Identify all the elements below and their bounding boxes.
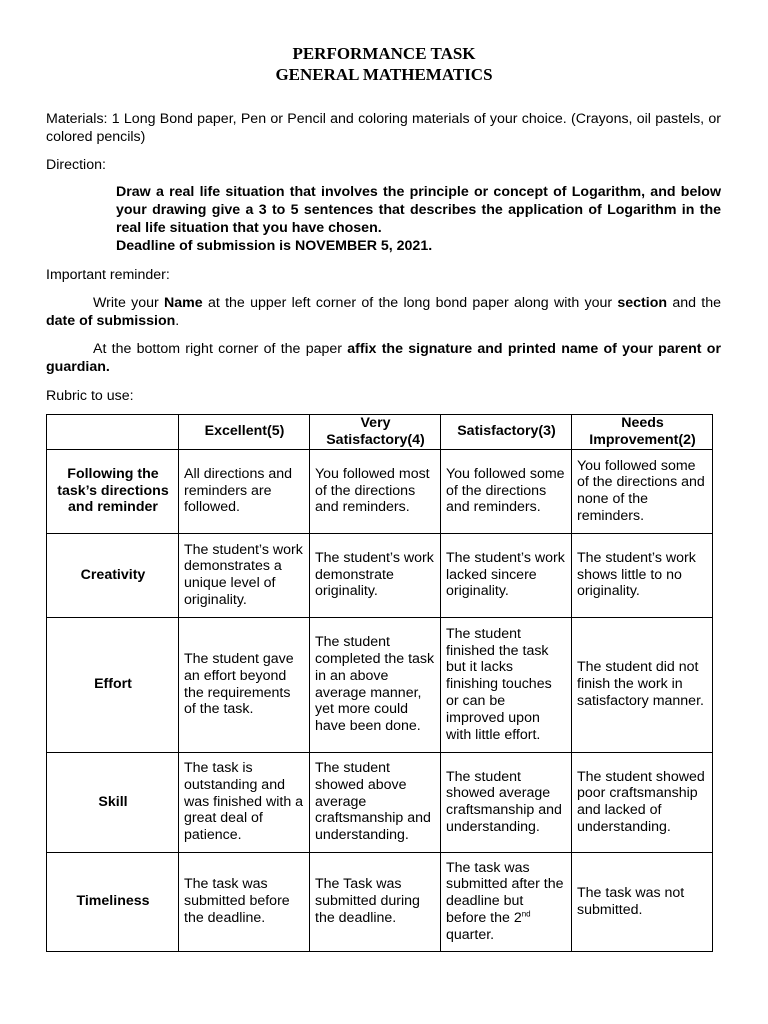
rubric-cell: The student did not finish the work in satisfactory manner. bbox=[572, 617, 713, 752]
rubric-cell: You followed some of the directions and none of the reminders. bbox=[572, 449, 713, 533]
header-needs-improvement: Needs Improvement(2) bbox=[572, 415, 713, 450]
rubric-cell: The task was not submitted. bbox=[572, 852, 713, 951]
table-row bbox=[47, 449, 713, 533]
direction-label: Direction: bbox=[46, 157, 106, 173]
document-subtitle: GENERAL MATHEMATICS bbox=[275, 65, 493, 84]
rubric-cell: The task was submitted before the deadline. bbox=[179, 852, 310, 951]
reminder-paragraph-1: Write your Name at the upper left corner of the long bond paper along with your section and the date of submission. bbox=[46, 295, 722, 329]
reminder-label: Important reminder: bbox=[46, 267, 170, 283]
header-satisfactory: Satisfactory(3) bbox=[441, 415, 572, 450]
rubric-cell: The student’s work demonstrates a unique level of originality. bbox=[179, 533, 310, 617]
reminder-paragraph-2: At the bottom right corner of the paper affix the signature and printed name of your parent or guardian. bbox=[46, 341, 721, 375]
rubric-cell: The student’s work shows little to no originality. bbox=[572, 533, 713, 617]
rubric-header-row bbox=[47, 415, 713, 450]
direction-instruction-text: Draw a real life situation that involves the principle or concept of Logarithm, and below your drawing give a 3 to 5 sentences that describes the application of Logarithm in the real life situation that you have chosen. bbox=[116, 184, 721, 236]
table-row bbox=[47, 617, 713, 752]
deadline-text: Deadline of submission is NOVEMBER 5, 2021. bbox=[116, 238, 433, 254]
rubric-cell: You followed some of the directions and reminders. bbox=[441, 449, 572, 533]
criterion-cell: Effort bbox=[47, 617, 179, 752]
table-row bbox=[47, 752, 713, 852]
rubric-cell: The student completed the task in an above average manner, yet more could have been done. bbox=[310, 617, 441, 752]
criterion-cell: Timeliness bbox=[47, 852, 179, 951]
ordinal-superscript: nd bbox=[521, 909, 531, 919]
document-title: PERFORMANCE TASK bbox=[292, 44, 476, 63]
rubric-cell: The student’s work lacked sincere originality. bbox=[441, 533, 572, 617]
rubric-cell: You followed most of the directions and reminders. bbox=[310, 449, 441, 533]
header-very-satisfactory: Very Satisfactory(4) bbox=[310, 415, 441, 450]
header-cell-empty bbox=[47, 415, 179, 450]
rubric-label: Rubric to use: bbox=[46, 388, 134, 404]
materials-paragraph: Materials: 1 Long Bond paper, Pen or Pencil and coloring materials of your choice. (Crayons, oil pastels, or colored pencils) bbox=[46, 111, 721, 145]
criterion-cell: Creativity bbox=[47, 533, 179, 617]
criterion-cell: Following the task’s directions and reminder bbox=[47, 449, 179, 533]
header-excellent: Excellent(5) bbox=[179, 415, 310, 450]
rubric-cell: The student’s work demonstrate originality. bbox=[310, 533, 441, 617]
rubric-cell: The student showed poor craftsmanship and lacked of understanding. bbox=[572, 752, 713, 852]
table-row bbox=[47, 852, 713, 951]
rubric-cell: The student showed average craftsmanship and understanding. bbox=[441, 752, 572, 852]
rubric-cell: The task was submitted after the deadline but before the 2nd quarter. bbox=[441, 852, 572, 951]
table-row bbox=[47, 533, 713, 617]
rubric-table bbox=[46, 414, 713, 952]
rubric-cell: The Task was submitted during the deadline. bbox=[310, 852, 441, 951]
rubric-cell: The student gave an effort beyond the requirements of the task. bbox=[179, 617, 310, 752]
rubric-cell: All directions and reminders are followed. bbox=[179, 449, 310, 533]
rubric-cell: The student finished the task but it lacks finishing touches or can be improved upon with little effort. bbox=[441, 617, 572, 752]
criterion-cell: Skill bbox=[47, 752, 179, 852]
rubric-cell: The task is outstanding and was finished with a great deal of patience. bbox=[179, 752, 310, 852]
direction-instruction bbox=[116, 183, 721, 255]
rubric-cell: The student showed above average craftsmanship and understanding. bbox=[310, 752, 441, 852]
